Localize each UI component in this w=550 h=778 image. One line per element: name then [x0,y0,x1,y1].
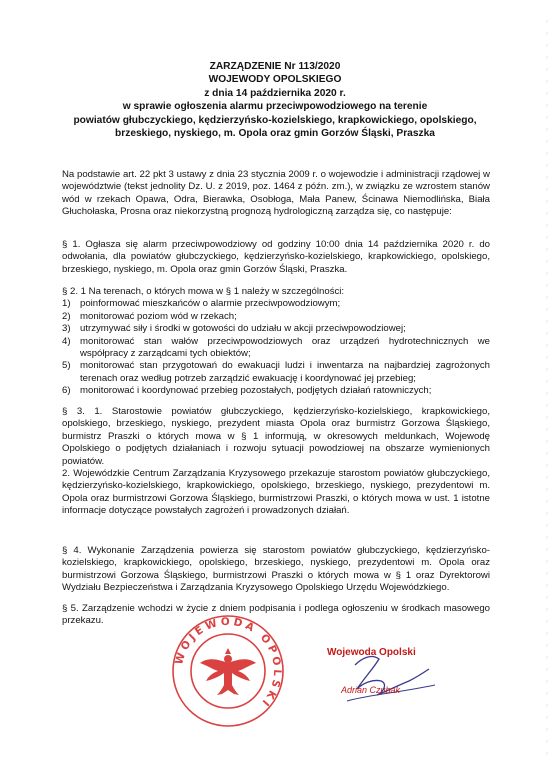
signatory-name: Adrian Czubak [341,685,401,695]
list-item-number: 2) [62,310,71,322]
section-3 [62,406,490,518]
subject-line-2: powiatów głubczyckiego, kędzierzyńsko-kozielskiego, krapkowickiego, opolskiego, [73,114,477,126]
list-item [62,311,490,323]
list-item-number: 5) [62,360,71,372]
section-2-list [62,298,490,397]
list-item-number: 4) [62,335,71,347]
list-item-number: 1) [62,298,71,310]
document-header [0,60,550,140]
decree-date: z dnia 14 października 2020 r. [204,87,346,99]
list-item [62,385,490,397]
scan-margin-mark [541,0,550,778]
section-3-paragraph-1: § 3. 1. Starostowie powiatów głubczyckiego, kędzierzyńsko-kozielskiego, krapkowickiego, opolskiego, brzeskiego, nyskiego, prezydent miasta Opola oraz burmistrz Gorzowa Śląskiego, burmistrz Praszki o których mowa w § 1 informują, w okresowych meldunkach, Wojewodę Opolskiego o podjętych działaniach i rozwoju sytuacji powodziowej na obszarze wymienionych powiatów. [62,406,490,467]
eagle-emblem-icon [200,648,256,695]
list-item-text: monitorować stan przygotowań do ewakuacji ludzi i inwentarza na najbardziej zagrożonych terenach oraz według potrzeb zarządzić ewakuację i koordynować jej przebieg; [80,360,490,384]
subject-line-3: brzeskiego, nyskiego, m. Opola oraz gmin Gorzów Śląski, Praszka [115,128,435,140]
section-2 [62,286,490,398]
list-item [62,298,490,310]
section-4-text: § 4. Wykonanie Zarządzenia powierza się starostom powiatów głubczyckiego, kędzierzyńsko-kozielskiego, krapkowickiego, opolskiego, brzeskiego, nyskiego, prezydentowi m. Opola oraz burmistrzowi Gorzowa Śląskiego, burmistrzowi Praszki o których mowa w § 1 oraz Dyrektorowi Wydziału Bezpieczeństwa i Zarządzania Kryzysowego Opolskiego Urzędu Wojewódzkiego. [62,545,490,594]
decree-number: ZARZĄDZENIE Nr 113/2020 [209,61,341,72]
section-3-paragraph-2: 2. Wojewódzkie Centrum Zarządzania Kryzysowego przekazuje starostom powiatów głubczyckiego, kędzierzyńsko-kozielskiego, krapkowickiego, opolskiego, brzeskiego, nyskiego, prezydentowi m. Opola oraz burmistrzowi Gorzowa Śląskiego, burmistrzowi Praszki, o których mowa w ust. 1 istotne informacje dotyczące powstałych zagrożeń i prowadzonych działań. [62,468,490,517]
signature-block [327,647,467,707]
issuer: WOJEWODY OPOLSKIEGO [208,74,342,86]
list-item-text: poinformować mieszkańców o alarmie przeciwpowodziowym; [80,298,341,310]
list-item [62,360,490,385]
list-item [62,323,490,335]
list-item-number: 3) [62,323,71,335]
intro-paragraph [62,169,490,219]
section-1 [62,239,490,276]
list-item-number: 6) [62,385,71,397]
section-2-lead: § 2. 1 Na terenach, o których mowa w § 1 należy w szczególności: [62,286,345,297]
list-item-text: utrzymywać siły i środki w gotowości do udziału w akcji przeciwpowodziowej; [80,323,406,335]
signatory-title: Wojewoda Opolski [327,647,416,658]
section-1-text: § 1. Ogłasza się alarm przeciwpowodziowy od godziny 10:00 dnia 14 października 2020 r. do odwołania, dla powiatów głubczyckiego, kędzierzyńsko-kozielskiego, krapkowickiego, opolskiego, brzeskiego, nyskiego, m. Opola oraz gmin Gorzów Śląski, Praszka. [62,239,490,275]
official-seal-stamp [170,613,286,729]
seal-text-path: WOJEWODA OPOLSKI [173,615,284,711]
list-item-text: monitorować i koordynować przebieg pozostałych, podjętych działań ratowniczych; [80,385,432,397]
intro-text: Na podstawie art. 22 pkt 3 ustawy z dnia 23 stycznia 2009 r. o wojewodzie i administracji rządowej w województwie (tekst jednolity Dz. U. z 2019, poz. 1464 z późn. zm.), w związku ze wzrostem stanów wód w rzekach Opawa, Odra, Bierawka, Osobłoga, Mała Panew, Ścinawa Niemodlińska, Biała Głuchołaska, Prosna oraz niekorzystną prognozą hydrologiczną zarządza się, co następuje: [62,169,490,218]
section-5-text: § 5. Zarządzenie wchodzi w życie z dniem podpisania i podlega ogłoszeniu w środkach masowego przekazu. [62,603,490,627]
subject-line-1: w sprawie ogłoszenia alarmu przeciwpowodziowego na terenie [122,101,428,113]
section-4 [62,545,490,595]
list-item-text: monitorować stan wałów przeciwpowodziowych oraz urządzeń hydrotechnicznych we współpracy z zarządcami tych obiektów; [80,335,490,360]
list-item [62,336,490,361]
list-item-text: monitorować poziom wód w rzekach; [80,310,237,322]
